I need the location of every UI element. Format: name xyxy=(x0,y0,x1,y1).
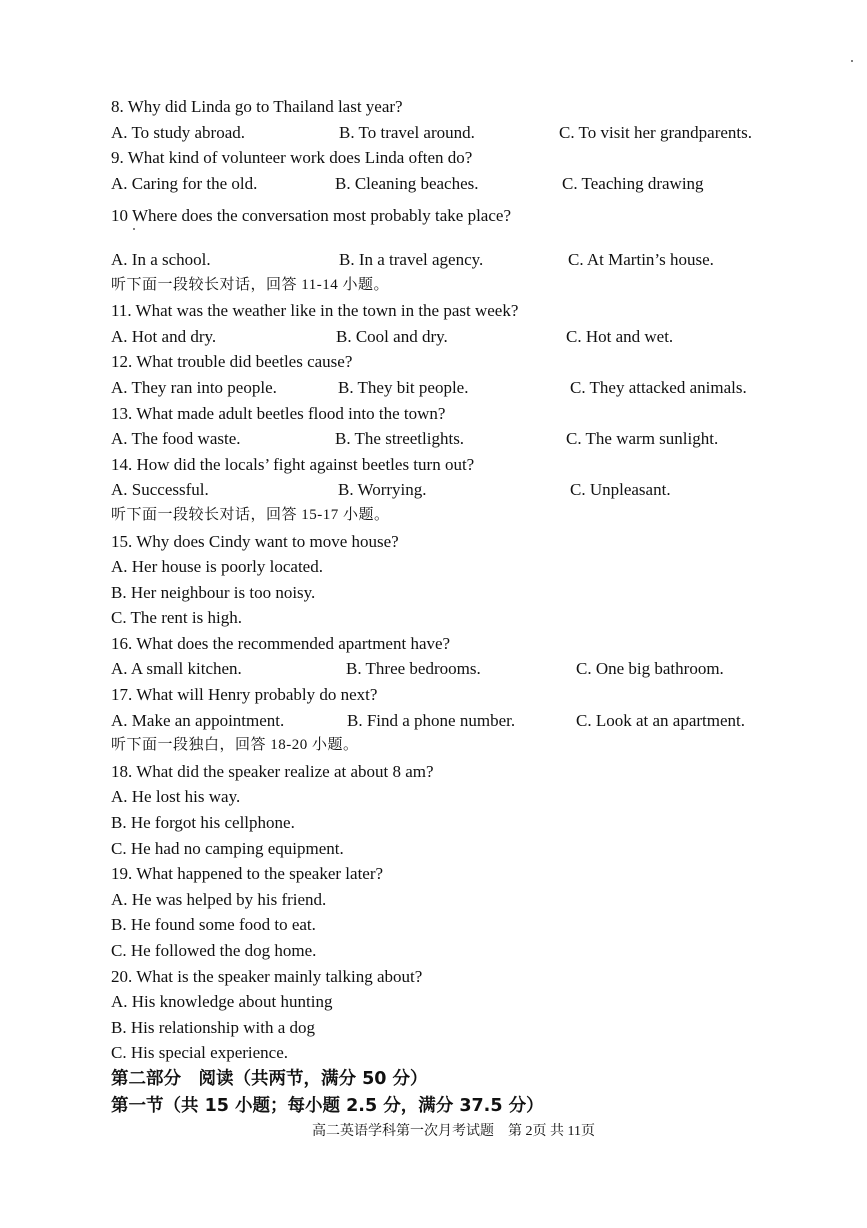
option-a: A. Caring for the old. xyxy=(111,173,258,193)
section-instruction: 听下面一段较长对话，回答 11-14 小题。 xyxy=(111,276,389,293)
option-a: A. Successful. xyxy=(111,480,209,500)
option-c: C. The warm sunlight. xyxy=(566,429,719,449)
option-c: C. Teaching drawing xyxy=(562,173,704,193)
question-stem: 10 Where does the conversation most probably take place? xyxy=(111,206,511,226)
question-stem: 15. Why does Cindy want to move house? xyxy=(111,531,399,551)
section-heading: 第二部分 阅读（共两节，满分 50 分） xyxy=(111,1068,428,1089)
option-a: A. Her house is poorly located. xyxy=(111,557,323,577)
option-a: A. His knowledge about hunting xyxy=(111,992,333,1012)
option-b: B. His relationship with a dog xyxy=(111,1017,315,1037)
option-a: A. To study abroad. xyxy=(111,122,246,142)
option-row xyxy=(111,247,811,273)
option-c: C. He followed the dog home. xyxy=(111,941,317,960)
option-row xyxy=(111,120,811,146)
option-b: B. Her neighbour is too noisy. xyxy=(111,582,316,602)
option-b: B. They bit people. xyxy=(338,377,469,397)
scan-speck xyxy=(851,60,853,62)
option-b: B. He found some food to eat. xyxy=(111,915,316,935)
question-stem: 20. What is the speaker mainly talking about? xyxy=(111,966,423,986)
question-stem: 18. What did the speaker realize at about 8 am? xyxy=(111,761,434,781)
option-a: A. They ran into people. xyxy=(111,377,277,397)
option-row xyxy=(111,324,811,350)
option-a: A. He was helped by his friend. xyxy=(111,889,327,909)
option-b: B. Cleaning beaches. xyxy=(335,173,479,193)
option-b: B. Find a phone number. xyxy=(347,710,516,730)
option-a: A. A small kitchen. xyxy=(111,659,242,679)
question-stem: 13. What made adult beetles flood into the town? xyxy=(111,403,446,423)
option-c: C. To visit her grandparents. xyxy=(559,122,753,142)
option-row xyxy=(111,708,811,734)
page-footer: 高二英语学科第一次月考试题 第 2页 共 11页 xyxy=(312,1124,595,1139)
option-c: C. Look at an apartment. xyxy=(576,710,746,730)
option-c: C. His special experience. xyxy=(111,1043,289,1063)
option-a: A. Make an appointment. xyxy=(111,710,285,730)
question-stem: 19. What happened to the speaker later? xyxy=(111,864,384,884)
option-b: B. Worrying. xyxy=(338,480,427,500)
question-stem: 16. What does the recommended apartment have? xyxy=(111,633,451,653)
option-row xyxy=(111,477,811,503)
option-c: C. One big bathroom. xyxy=(576,659,724,679)
exam-content xyxy=(111,94,811,1120)
option-row xyxy=(111,171,811,197)
option-row xyxy=(111,375,811,401)
option-row xyxy=(111,426,811,452)
option-c: C. The rent is high. xyxy=(111,608,242,628)
option-b: B. In a travel agency. xyxy=(339,249,484,269)
option-row xyxy=(111,656,811,682)
option-b: B. To travel around. xyxy=(339,122,475,142)
section-instruction: 听下面一段较长对话，回答 15-17 小题。 xyxy=(111,506,390,523)
option-a: A. He lost his way. xyxy=(111,787,241,807)
option-b: B. He forgot his cellphone. xyxy=(111,813,295,833)
scan-speck xyxy=(133,228,135,230)
option-a: A. Hot and dry. xyxy=(111,326,217,346)
option-b: B. The streetlights. xyxy=(335,429,465,449)
question-stem: 11. What was the weather like in the town in the past week? xyxy=(111,301,519,321)
option-c: C. Unpleasant. xyxy=(570,480,671,500)
option-c: C. They attacked animals. xyxy=(570,377,747,397)
subsection-heading: 第一节（共 15 小题；每小题 2.5 分，满分 37.5 分） xyxy=(111,1095,544,1116)
question-stem: 17. What will Henry probably do next? xyxy=(111,685,378,705)
question-stem: 9. What kind of volunteer work does Linda often do? xyxy=(111,148,473,168)
option-c: C. Hot and wet. xyxy=(566,326,674,346)
question-stem: 14. How did the locals’ fight against beetles turn out? xyxy=(111,454,475,474)
option-c: C. He had no camping equipment. xyxy=(111,838,344,858)
question-stem: 12. What trouble did beetles cause? xyxy=(111,352,353,372)
section-instruction: 听下面一段独白，回答 18-20 小题。 xyxy=(111,737,359,754)
question-stem: 8. Why did Linda go to Thailand last year? xyxy=(111,97,403,116)
option-b: B. Cool and dry. xyxy=(336,326,448,346)
option-b: B. Three bedrooms. xyxy=(346,659,481,679)
option-a: A. The food waste. xyxy=(111,429,241,449)
option-a: A. In a school. xyxy=(111,249,211,269)
option-c: C. At Martin’s house. xyxy=(568,249,714,269)
